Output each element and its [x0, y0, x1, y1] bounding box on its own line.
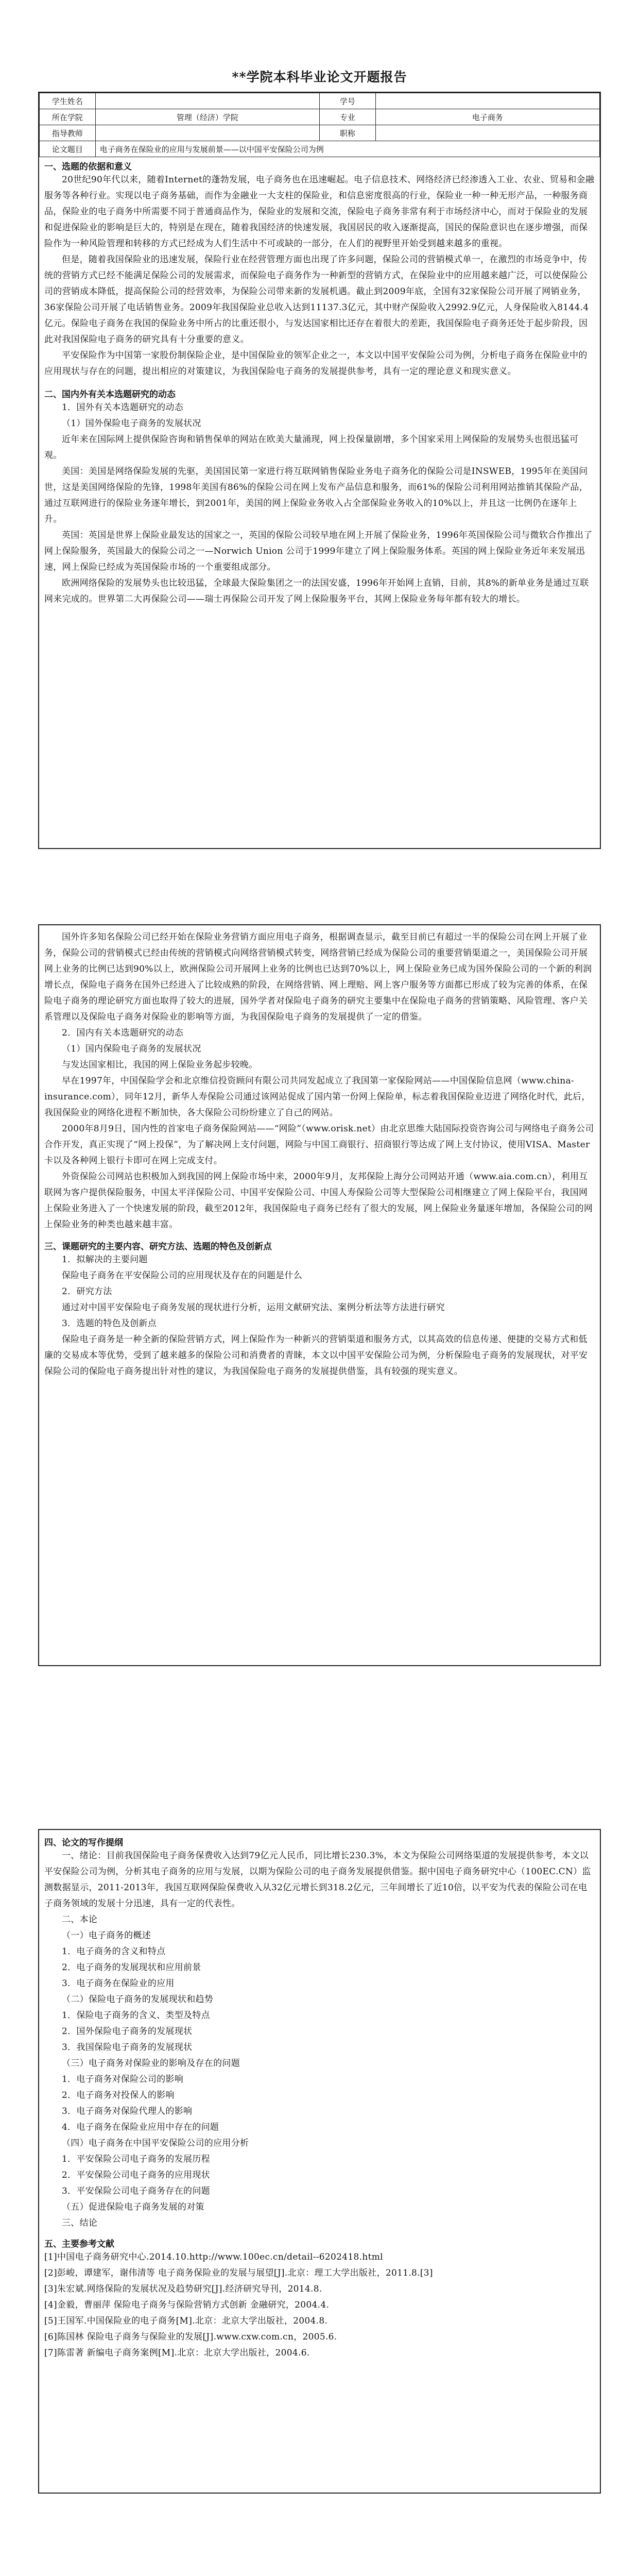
reference-item: [3]朱宏斌.网络保险的发展状况及趋势研究[J].经济研究导刊，2014.8. — [44, 2284, 322, 2294]
section2b-para-2: 与发达国家相比，我国的网上保险业务起步较晚。 — [62, 1060, 258, 1070]
section1-para-3: 平安保险作为中国第一家股份制保险企业，是中国保险业的领军企业之一，本文以中国平安保险公司为例，分析电子商务在保险业中的应用现状与存在的问题，提出相应的对策建议，为我国保险电子商务的发展提供参考，具有一定的理论意义和现实意义。 — [44, 350, 588, 377]
section2-sub1a: （1）国外保险电子商务的发展状况 — [62, 418, 201, 429]
section3-item-2: 保险电子商务在平安保险公司的应用现状及存在的问题是什么 — [62, 1270, 303, 1281]
section1-heading: 一、选题的依据和意义 — [44, 162, 132, 172]
student-name-label: 学生姓名 — [40, 93, 96, 109]
section4-intro: 一、绪论：目前我国保险电子商务保费收入达到79亿元人民币，同比增长230.3%，本文为保险公司网络渠道的发展提供参考，本文以平安保险公司为例，分析其电子商务的应用与发展，以期为保险公司的电子商务发展提供借鉴。据中国电子商务研究中心（100EC.CN）监测数据显示，2011-2013年，我国互联网保险保费收入从32亿元增长到318.2亿元，三年间增长了近10倍，以平安为代表的保险公司在电子商务领域的发展十分迅速，具有一定的代表性。 — [44, 1851, 591, 1909]
outline-item: （一）电子商务的概述 — [62, 1930, 151, 1941]
title-job-label: 职称 — [319, 125, 375, 141]
outline-item: 2．国外保险电子商务的发展现状 — [62, 2026, 193, 2037]
page-title: **学院本科毕业论文开题报告 — [232, 70, 407, 84]
section1-para-2: 但是，随着我国保险业的迅速发展，保险行业在经营管理方面也出现了许多问题，保险公司的营销模式单一，在激烈的市场竞争中，传统的营销方式已经不能满足保险公司的发展需求，而保险电子商务作为一种新型的营销方式，在保险业中的应用越来越广泛，可以使保险公司的营销成本降低，提高保险公司的经营效率，为保险公司带来新的发展机遇。截止到2009年底，全国有32家保险公司开展了网销业务，36家保险公司开展了电话销售业务。2009年我国保险业总收入达到11137.3亿元，其中财产保险收入2992.9亿元，人身保险收入8144.4亿元。保险电子商务在我国的保险业务中所占的比重还很小，与发达国家相比还存在着很大的差距，我国保险电子商务还处于起步阶段，因此对我国保险电子商务的研究具有十分重要的意义。 — [44, 255, 589, 345]
section2b-para-1: 国外许多知名保险公司已经开始在保险业务营销方面应用电子商务，根据调查显示，截至目前已有超过一半的保险公司在网上开展了业务，保险公司的营销模式已经由传统的营销模式向网络营销模式转变，网络营销已经成为保险公司的重要营销渠道之一，美国保险公司开展网上业务的比例已达到90%以上，欧洲保险公司开展网上业务的比例也已达到70%以上，网上保险业务已成为国外保险公司的一个新的利润增长点，保险电子商务在国外已经进入了比较成熟的阶段，在网络营销、网上理赔、网上客户服务等方面都已形成了较为完善的体系，在保险电子商务的理论研究方面也取得了较大的进展，国外学者对保险电子商务的研究主要集中在保险电子商务的营销策略、风险管理、客户关系管理以及保险电子商务对保险业的影响等方面，为我国保险电子商务的发展提供了一定的借鉴。 — [44, 932, 592, 1022]
outline-item: （三）电子商务对保险业的影响及存在的问题 — [62, 2058, 240, 2069]
section3-item-6: 保险电子商务是一种全新的保险营销方式，网上保险作为一种新兴的营销渠道和服务方式，以其高效的信息传递、便捷的交易方式和低廉的交易成本等优势，受到了越来越多的保险公司和消费者的青睐，本文以中国平安保险公司为例，分析保险电子商务的发展现状，对平安保险公司的保险电子商务提出针对性的建议，为我国保险电子商务的发展提供借鉴，具有较强的现实意义。 — [44, 1334, 588, 1377]
thesis-title: 电子商务在保险业的应用与发展前景——以中国平安保险公司为例 — [95, 141, 599, 157]
outline-item: （五）促进保险电子商务发展的对策 — [62, 2202, 204, 2212]
references-heading: 五、主要参考文献 — [44, 2239, 114, 2249]
outline-item: 3．电子商务对保险代理人的影响 — [62, 2106, 193, 2116]
college-label: 所在学院 — [40, 109, 96, 125]
section2-sub2: 2．国内有关本选题研究的动态 — [62, 1028, 184, 1038]
student-id-label: 学号 — [319, 93, 375, 109]
college-value: 管理（经济）学院 — [95, 109, 319, 125]
section3-item-5: 3．选题的特色及创新点 — [62, 1318, 157, 1329]
section3-heading: 三、课题研究的主要内容、研究方法、选题的特色及创新点 — [44, 1242, 272, 1252]
reference-item: [6]陈国林 保险电子商务与保险业的发展[J].www.cxw.com.cn，2005.6. — [44, 2332, 337, 2342]
outline-item: 3．电子商务在保险业的应用 — [62, 1978, 175, 1989]
outline-item: 4．电子商务在保险业应用中存在的问题 — [62, 2122, 219, 2132]
reference-item: [2]彭峻，谭建军，谢伟清等 电子商务保险业的发展与展望[J].北京：理工大学出版社，2011.8.[3] — [44, 2268, 433, 2278]
page-3 — [0, 1807, 639, 2576]
outline-item: 2．平安保险公司电子商务的应用现状 — [62, 2170, 210, 2180]
report-frame-1 — [38, 92, 601, 849]
page-1 — [0, 0, 639, 904]
outline-item: （二）保险电子商务的发展现状和趋势 — [62, 1994, 214, 2005]
advisor-value — [95, 125, 319, 141]
outline-item: （四）电子商务在中国平安保险公司的应用分析 — [62, 2138, 249, 2148]
reference-item: [7]陈雷著 新编电子商务案例[M].北京：北京大学出版社，2004.6. — [44, 2348, 310, 2358]
section4-heading: 四、论文的写作提纲 — [44, 1838, 123, 1848]
outline-item: 1．电子商务对保险公司的影响 — [62, 2074, 184, 2084]
outline-item: 1．保险电子商务的含义、类型及特点 — [62, 2010, 210, 2021]
outline-item: 三、结论 — [62, 2218, 98, 2228]
section2-para-1: 近年来在国际网上提供保险咨询和销售保单的网站在欧美大量涌现，网上投保量剧增，多个国家采用上网保险的发展势头也很迅猛可观。 — [44, 434, 579, 461]
reference-item: [4]金毅，曹丽萍 保险电子商务与保险营销方式创新 金融研究，2004.4. — [44, 2300, 330, 2310]
section1-para-1: 20世纪90年代以来，随着Internet的蓬勃发展，电子商务也在迅速崛起。电子信息技术、网络经济已经渗透入工业、农业、贸易和金融服务等各种行业。实现以电子商务基础，而作为金融业一大支柱的保险业，和信息密度很高的行业，保险业一种一种无形产品，一种服务商品，保险业的电子商务中所需要不同于普通商品作为，保险业的发展和交流，保险电子商务非常有利于市场经济中心，而对于保险业的发展和促进保险业的影响是巨大的，特别是在现在，随着我国经济的快速发展，我国居民的收入逐渐提高，国民的保险意识也在逐步增强，而保险作为一种风险管理和转移的方式已经成为人们生活中不可或缺的一部分，在人们的视野里开始受到越来越多的重视。 — [44, 175, 595, 249]
section3-item-3: 2．研究方法 — [62, 1286, 112, 1297]
title-job-value — [375, 125, 599, 141]
advisor-label: 指导教师 — [40, 125, 96, 141]
page-2 — [0, 904, 639, 1807]
section2-sub1: 1．国外有关本选题研究的动态 — [62, 402, 184, 413]
section2-para-4: 欧洲网络保险的发展势头也比较迅猛，全球最大保险集团之一的法国安盛，1996年开始网上直销，目前，其8%的新单业务是通过互联网来完成的。世界第二大再保险公司——瑞士再保险公司开发了网上保险服务平台，其网上保险业务每年都有较大的增长。 — [44, 578, 589, 604]
outline-item: 2．电子商务对投保人的影响 — [62, 2090, 175, 2100]
section2-para-3: 英国：英国是世界上保险业最发达的国家之一，英国的保险公司较早地在网上开展了保险业务，1996年英国保险公司与微软合作推出了网上保险服务，英国最大的保险公司之一—Norwich Union 公司于1999年建立了网上保险服务体系。英国的网上保险业务近年来发展迅速，网上保险已经成为英国保险市场的一个重要组成部分。 — [44, 530, 593, 572]
section2-para-2: 美国：美国是网络保险发展的先驱，美国国民第一家进行将互联网销售保险业务电子商务化的保险公司是INSWEB，1995年在美国问世，这是美国网络保险的先锋，1998年美国有86%的保险公司在网上发布产品信息和服务，而61%的保险公司利用网站推销其保险产品，通过互联网进行的保险业务逐年增长，到2001年，美国的网上保险业务收入占全部保险业务收入的10%以上，并且这一比例仍在逐年上升。 — [44, 466, 589, 524]
outline-item: 二、本论 — [62, 1914, 98, 1925]
outline-item: 2．电子商务的发展现状和应用前景 — [62, 1962, 201, 1973]
reference-item: [1]中国电子商务研究中心.2014.10.http://www.100ec.cn/detail--6202418.html — [44, 2252, 383, 2262]
section2-heading: 二、国内外有关本选题研究的动态 — [44, 389, 176, 400]
section3-item-1: 1．拟解决的主要问题 — [62, 1255, 148, 1265]
outline-item: 1．平安保险公司电子商务的发展历程 — [62, 2154, 210, 2164]
section2b-para-3: 早在1997年，中国保险学会和北京维信投资顾问有限公司共同发起成立了我国第一家保险网站——中国保险信息网（www.china-insurance.com），同年12月，新华人寿保险公司通过该网站促成了国内第一份网上保险单，标志着我国保险业迈进了网络化时代，此后，我国保险业的网络化进程不断加快，各大保险公司纷纷建立了自己的网站。 — [44, 1076, 591, 1118]
reference-item: [5]王国军.中国保险业的电子商务[M].北京：北京大学出版社，2004.8. — [44, 2316, 328, 2326]
info-table — [39, 93, 600, 157]
section3-item-4: 通过对中国平安保险电子商务发展的现状进行分析，运用文献研究法、案例分析法等方法进行研究 — [62, 1302, 445, 1313]
thesis-label: 论文题目 — [40, 141, 96, 157]
section2b-para-5: 外资保险公司网站也积极加入到我国的网上保险市场中来，2000年9月，友邦保险上海分公司网站开通（www.aia.com.cn），利用互联网为客户提供保险服务，中国太平洋保险公司、中国平安保险公司、中国人寿保险公司等大型保险公司相继建立了网上保险平台，我国网上保险业务进入了一个快速发展的阶段，截至2012年，我国保险电子商务已经有了很大的发展，网上保险业务量逐年增加，各保险公司的网上保险业务的种类也越来越丰富。 — [44, 1172, 593, 1230]
major-label: 专业 — [319, 109, 375, 125]
section2b-para-4: 2000年8月9日，国内性的首家电子商务保险网站——“网险”（www.orisk.net）由北京思维大陆国际投资咨询公司与网络电子商务公司合作开发，真正实现了“网上投保”，为了解决网上支付问题，网险与中国工商银行、招商银行等达成了网上支付协议，使用VISA、Master卡以及各种网上银行卡即可在网上完成支付。 — [44, 1124, 594, 1166]
report-frame-3 — [38, 1829, 601, 2494]
outline-item: 1．电子商务的含义和特点 — [62, 1946, 166, 1957]
student-id-value — [375, 93, 599, 109]
outline-item: 3．我国保险电子商务的发展现状 — [62, 2042, 193, 2053]
major-value: 电子商务 — [375, 109, 599, 125]
student-name-value — [95, 93, 319, 109]
report-frame-2 — [38, 924, 601, 1666]
outline-item: 3．平安保险公司电子商务存在的问题 — [62, 2186, 210, 2196]
section2-sub2a: （1）国内保险电子商务的发展状况 — [62, 1044, 201, 1054]
